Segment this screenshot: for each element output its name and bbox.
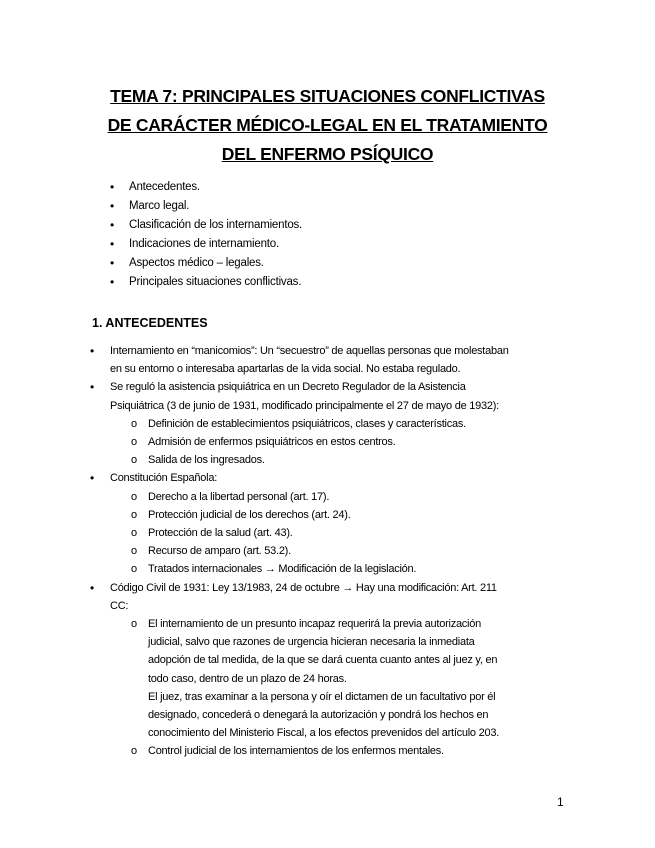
topic-item: • Antecedentes. — [110, 178, 302, 197]
topics-list — [110, 178, 302, 292]
bullet-internamiento — [88, 342, 588, 378]
text-line: todo caso, dentro de un plazo de 24 horas. — [148, 672, 347, 685]
topic-item: • Clasificación de los internamientos. — [110, 216, 302, 235]
sub-item: o Definición de establecimientos psiquiátricos, clases y características. — [88, 415, 588, 433]
topic-item: • Principales situaciones conflictivas. — [110, 273, 302, 292]
text-line: El juez, tras examinar a la persona y oír el dictamen de un facultativo por él — [148, 690, 496, 703]
sub-item: o Protección judicial de los derechos (art. 24). — [88, 506, 588, 524]
text-line: • Constitución Española: — [110, 472, 218, 485]
text-line: • Se reguló la asistencia psiquiátrica en un Decreto Regulador de la Asistencia — [110, 381, 466, 394]
bullet-decreto — [88, 378, 588, 414]
title-line-2: DE CARÁCTER MÉDICO-LEGAL EN EL TRATAMIENTO — [107, 115, 548, 135]
topic-item: • Marco legal. — [110, 197, 302, 216]
text-line: o El internamiento de un presunto incapaz requerirá la previa autorización — [148, 618, 481, 631]
sub-item: o Recurso de amparo (art. 53.2). — [88, 542, 588, 560]
bullet-codigo-civil — [88, 579, 588, 615]
topic-item: • Indicaciones de internamiento. — [110, 235, 302, 254]
text-line: CC: — [110, 599, 129, 612]
sub-item: o Control judicial de los internamientos de los enfermos mentales. — [88, 742, 588, 760]
title-line-3: DEL ENFERMO PSÍQUICO — [221, 144, 434, 164]
page-number: 1 — [557, 795, 564, 809]
sub-item: o Tratados internacionales → Modificación de la legislación. — [88, 560, 588, 578]
section-heading: 1. ANTECEDENTES — [92, 316, 208, 330]
sub-item: o Salida de los ingresados. — [88, 451, 588, 469]
text-line: designado, concederá o denegará la autorización y pondrá los hechos en — [148, 709, 489, 722]
bullet-constitucion — [88, 469, 588, 487]
text-line: conocimiento del Ministerio Fiscal, a los efectos prevenidos del artículo 203. — [148, 727, 500, 740]
sub-item: o Admisión de enfermos psiquiátricos en estos centros. — [88, 433, 588, 451]
text-line: • Internamiento en “manicomios”: Un “secuestro” de aquellas personas que molestaban — [110, 345, 509, 357]
sub-item: o Derecho a la libertad personal (art. 17). — [88, 488, 588, 506]
text-line: • Código Civil de 1931: Ley 13/1983, 24 de octubre → Hay una modificación: Art. 211 — [110, 581, 497, 594]
sub-item: o Protección de la salud (art. 43). — [88, 524, 588, 542]
title-line-1: TEMA 7: PRINCIPALES SITUACIONES CONFLICTIVAS — [110, 86, 545, 106]
section-body — [88, 342, 588, 761]
text-line: en su entorno o interesaba apartarlas de la vida social. No estaba regulado. — [110, 363, 461, 376]
topic-item: • Aspectos médico – legales. — [110, 254, 302, 273]
sub-item-art-211 — [88, 615, 588, 742]
text-line: Psiquiátrica (3 de junio de 1931, modificado principalmente el 27 de mayo de 1932): — [110, 399, 499, 412]
text-line: adopción de tal medida, de la que se dará cuenta cuanto antes al juez y, en — [148, 654, 498, 667]
text-line: judicial, salvo que razones de urgencia hicieran necesaria la inmediata — [148, 636, 475, 649]
document-title — [70, 82, 585, 169]
